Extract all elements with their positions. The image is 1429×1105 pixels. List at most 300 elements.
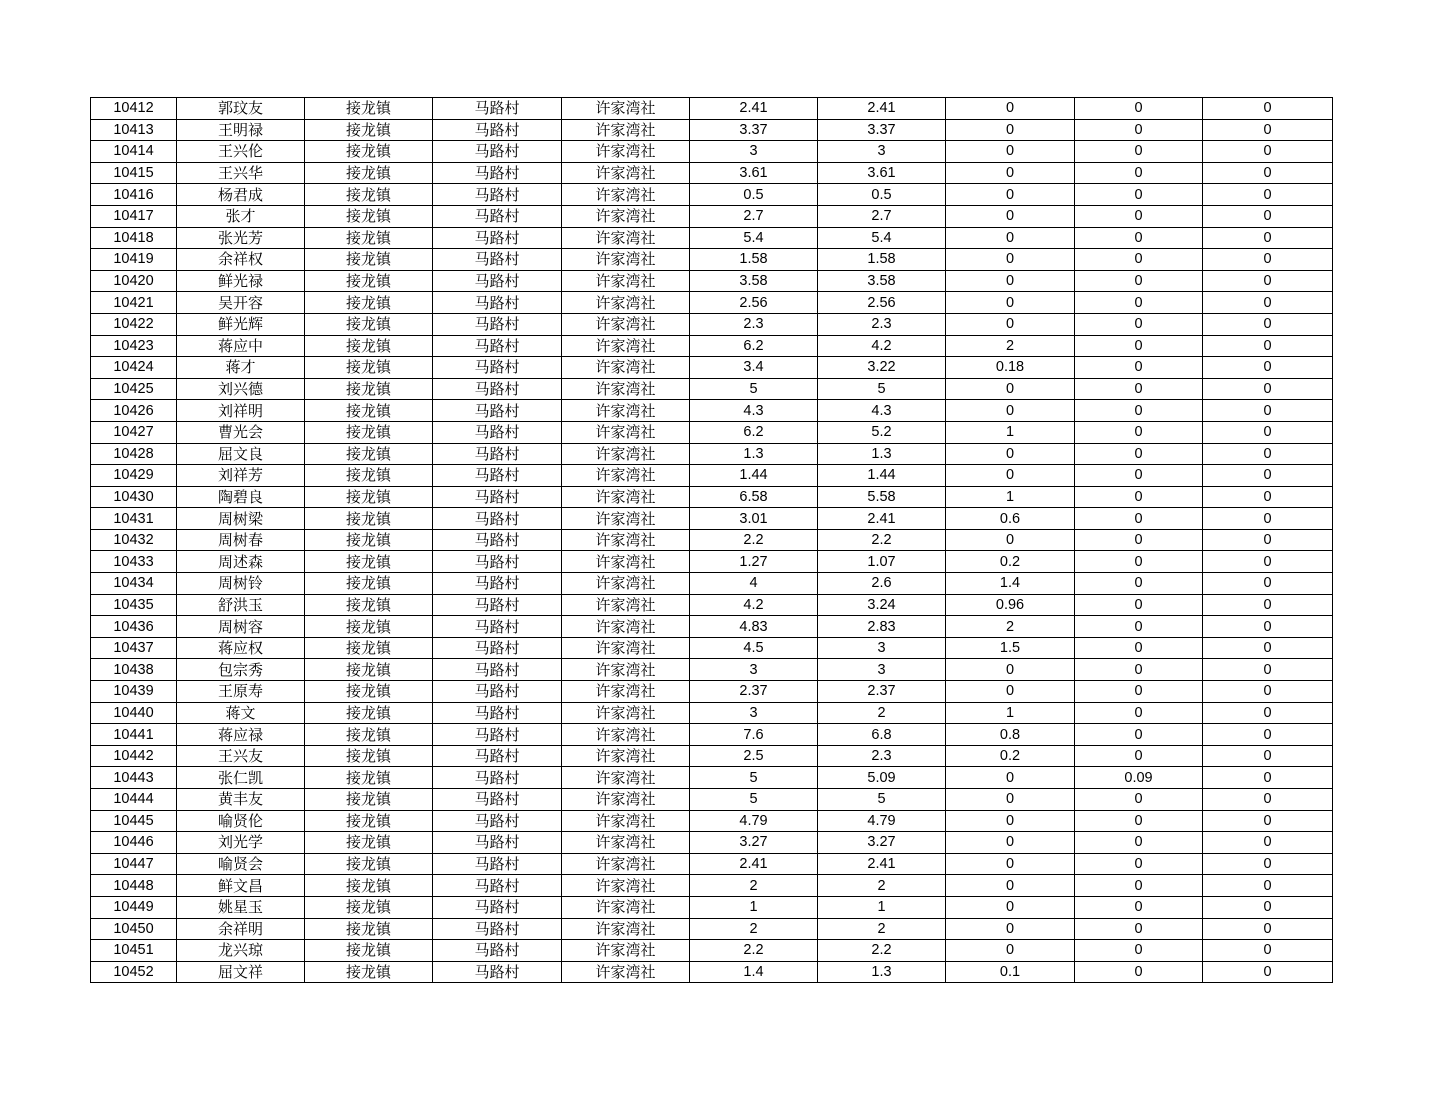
value-d-cell: 0 <box>1203 421 1333 443</box>
table-row <box>91 249 1333 271</box>
value-a-cell: 3.22 <box>818 357 946 379</box>
town-cell: 接龙镇 <box>305 853 433 875</box>
id-cell: 10420 <box>91 270 177 292</box>
town-cell: 接龙镇 <box>305 573 433 595</box>
group-cell: 许家湾社 <box>562 810 690 832</box>
id-cell: 10421 <box>91 292 177 314</box>
name-cell: 姚星玉 <box>177 896 305 918</box>
value-c-cell: 0 <box>1075 378 1203 400</box>
value-b-cell: 0 <box>946 184 1075 206</box>
value-c-cell: 0 <box>1075 551 1203 573</box>
town-cell: 接龙镇 <box>305 249 433 271</box>
id-cell: 10424 <box>91 357 177 379</box>
id-cell: 10446 <box>91 832 177 854</box>
value-a-cell: 5 <box>818 378 946 400</box>
name-cell: 黄丰友 <box>177 789 305 811</box>
table-row <box>91 918 1333 940</box>
value-b-cell: 1.4 <box>946 573 1075 595</box>
group-cell: 许家湾社 <box>562 119 690 141</box>
value-b-cell: 0 <box>946 141 1075 163</box>
table-row <box>91 810 1333 832</box>
value-c-cell: 0 <box>1075 98 1203 120</box>
value-b-cell: 0 <box>946 292 1075 314</box>
table-row <box>91 357 1333 379</box>
table-row <box>91 551 1333 573</box>
value-a-cell: 4.79 <box>818 810 946 832</box>
value-b-cell: 0 <box>946 789 1075 811</box>
value-c-cell: 0 <box>1075 443 1203 465</box>
total-cell: 5 <box>690 789 818 811</box>
value-b-cell: 0.96 <box>946 594 1075 616</box>
name-cell: 舒洪玉 <box>177 594 305 616</box>
village-cell: 马路村 <box>433 810 562 832</box>
value-a-cell: 5.2 <box>818 421 946 443</box>
total-cell: 6.2 <box>690 335 818 357</box>
table-row <box>91 378 1333 400</box>
value-d-cell: 0 <box>1203 918 1333 940</box>
total-cell: 3.58 <box>690 270 818 292</box>
village-cell: 马路村 <box>433 961 562 983</box>
value-d-cell: 0 <box>1203 961 1333 983</box>
town-cell: 接龙镇 <box>305 616 433 638</box>
value-c-cell: 0 <box>1075 853 1203 875</box>
name-cell: 余祥明 <box>177 918 305 940</box>
group-cell: 许家湾社 <box>562 853 690 875</box>
value-c-cell: 0 <box>1075 357 1203 379</box>
value-d-cell: 0 <box>1203 659 1333 681</box>
id-cell: 10441 <box>91 724 177 746</box>
total-cell: 6.2 <box>690 421 818 443</box>
name-cell: 张光芳 <box>177 227 305 249</box>
name-cell: 屈文良 <box>177 443 305 465</box>
town-cell: 接龙镇 <box>305 335 433 357</box>
group-cell: 许家湾社 <box>562 681 690 703</box>
id-cell: 10436 <box>91 616 177 638</box>
value-d-cell: 0 <box>1203 789 1333 811</box>
table-row <box>91 270 1333 292</box>
town-cell: 接龙镇 <box>305 443 433 465</box>
value-c-cell: 0 <box>1075 119 1203 141</box>
value-a-cell: 0.5 <box>818 184 946 206</box>
village-cell: 马路村 <box>433 529 562 551</box>
total-cell: 2.3 <box>690 313 818 335</box>
total-cell: 3 <box>690 141 818 163</box>
town-cell: 接龙镇 <box>305 205 433 227</box>
value-b-cell: 0 <box>946 119 1075 141</box>
total-cell: 1 <box>690 896 818 918</box>
name-cell: 蒋才 <box>177 357 305 379</box>
town-cell: 接龙镇 <box>305 789 433 811</box>
total-cell: 1.58 <box>690 249 818 271</box>
value-c-cell: 0 <box>1075 659 1203 681</box>
value-b-cell: 0 <box>946 205 1075 227</box>
id-cell: 10423 <box>91 335 177 357</box>
group-cell: 许家湾社 <box>562 357 690 379</box>
total-cell: 3 <box>690 659 818 681</box>
group-cell: 许家湾社 <box>562 508 690 530</box>
group-cell: 许家湾社 <box>562 270 690 292</box>
id-cell: 10429 <box>91 465 177 487</box>
table-row <box>91 443 1333 465</box>
village-cell: 马路村 <box>433 896 562 918</box>
village-cell: 马路村 <box>433 832 562 854</box>
value-d-cell: 0 <box>1203 810 1333 832</box>
value-d-cell: 0 <box>1203 508 1333 530</box>
town-cell: 接龙镇 <box>305 357 433 379</box>
value-b-cell: 0 <box>946 270 1075 292</box>
value-d-cell: 0 <box>1203 896 1333 918</box>
village-cell: 马路村 <box>433 789 562 811</box>
value-d-cell: 0 <box>1203 724 1333 746</box>
name-cell: 余祥权 <box>177 249 305 271</box>
value-d-cell: 0 <box>1203 745 1333 767</box>
town-cell: 接龙镇 <box>305 724 433 746</box>
total-cell: 4.79 <box>690 810 818 832</box>
value-c-cell: 0 <box>1075 832 1203 854</box>
id-cell: 10425 <box>91 378 177 400</box>
total-cell: 0.5 <box>690 184 818 206</box>
village-cell: 马路村 <box>433 357 562 379</box>
value-a-cell: 3.61 <box>818 162 946 184</box>
village-cell: 马路村 <box>433 508 562 530</box>
value-b-cell: 0 <box>946 378 1075 400</box>
value-b-cell: 2 <box>946 335 1075 357</box>
value-a-cell: 5.09 <box>818 767 946 789</box>
value-c-cell: 0 <box>1075 940 1203 962</box>
table-row <box>91 594 1333 616</box>
table-row <box>91 465 1333 487</box>
town-cell: 接龙镇 <box>305 508 433 530</box>
table-row <box>91 141 1333 163</box>
value-b-cell: 0.2 <box>946 745 1075 767</box>
village-cell: 马路村 <box>433 551 562 573</box>
name-cell: 刘兴德 <box>177 378 305 400</box>
group-cell: 许家湾社 <box>562 896 690 918</box>
name-cell: 刘光学 <box>177 832 305 854</box>
group-cell: 许家湾社 <box>562 616 690 638</box>
name-cell: 屈文祥 <box>177 961 305 983</box>
table-row <box>91 745 1333 767</box>
group-cell: 许家湾社 <box>562 702 690 724</box>
value-d-cell: 0 <box>1203 249 1333 271</box>
town-cell: 接龙镇 <box>305 918 433 940</box>
name-cell: 蒋应中 <box>177 335 305 357</box>
name-cell: 陶碧良 <box>177 486 305 508</box>
town-cell: 接龙镇 <box>305 702 433 724</box>
value-a-cell: 2.3 <box>818 745 946 767</box>
table-row <box>91 227 1333 249</box>
value-b-cell: 0 <box>946 227 1075 249</box>
id-cell: 10438 <box>91 659 177 681</box>
name-cell: 蒋应禄 <box>177 724 305 746</box>
group-cell: 许家湾社 <box>562 292 690 314</box>
id-cell: 10452 <box>91 961 177 983</box>
id-cell: 10434 <box>91 573 177 595</box>
town-cell: 接龙镇 <box>305 940 433 962</box>
value-a-cell: 2.41 <box>818 853 946 875</box>
group-cell: 许家湾社 <box>562 443 690 465</box>
village-cell: 马路村 <box>433 270 562 292</box>
value-b-cell: 0 <box>946 767 1075 789</box>
value-d-cell: 0 <box>1203 443 1333 465</box>
value-a-cell: 3 <box>818 637 946 659</box>
total-cell: 6.58 <box>690 486 818 508</box>
value-a-cell: 1.3 <box>818 961 946 983</box>
village-cell: 马路村 <box>433 119 562 141</box>
value-c-cell: 0 <box>1075 486 1203 508</box>
table-row <box>91 335 1333 357</box>
table-row <box>91 508 1333 530</box>
value-d-cell: 0 <box>1203 573 1333 595</box>
group-cell: 许家湾社 <box>562 227 690 249</box>
village-cell: 马路村 <box>433 249 562 271</box>
town-cell: 接龙镇 <box>305 292 433 314</box>
group-cell: 许家湾社 <box>562 313 690 335</box>
total-cell: 1.3 <box>690 443 818 465</box>
value-c-cell: 0 <box>1075 508 1203 530</box>
value-b-cell: 0.8 <box>946 724 1075 746</box>
town-cell: 接龙镇 <box>305 486 433 508</box>
value-c-cell: 0 <box>1075 249 1203 271</box>
id-cell: 10426 <box>91 400 177 422</box>
value-a-cell: 3 <box>818 659 946 681</box>
table-row <box>91 702 1333 724</box>
total-cell: 4.2 <box>690 594 818 616</box>
town-cell: 接龙镇 <box>305 961 433 983</box>
total-cell: 1.44 <box>690 465 818 487</box>
id-cell: 10449 <box>91 896 177 918</box>
name-cell: 郭玟友 <box>177 98 305 120</box>
id-cell: 10422 <box>91 313 177 335</box>
name-cell: 曹光会 <box>177 421 305 443</box>
group-cell: 许家湾社 <box>562 378 690 400</box>
value-d-cell: 0 <box>1203 529 1333 551</box>
table-row <box>91 400 1333 422</box>
value-d-cell: 0 <box>1203 637 1333 659</box>
value-d-cell: 0 <box>1203 357 1333 379</box>
village-cell: 马路村 <box>433 486 562 508</box>
table-row <box>91 184 1333 206</box>
town-cell: 接龙镇 <box>305 378 433 400</box>
value-b-cell: 1.5 <box>946 637 1075 659</box>
town-cell: 接龙镇 <box>305 270 433 292</box>
value-c-cell: 0 <box>1075 184 1203 206</box>
name-cell: 喻贤会 <box>177 853 305 875</box>
id-cell: 10450 <box>91 918 177 940</box>
total-cell: 2.5 <box>690 745 818 767</box>
name-cell: 鲜文昌 <box>177 875 305 897</box>
village-cell: 马路村 <box>433 573 562 595</box>
town-cell: 接龙镇 <box>305 421 433 443</box>
name-cell: 周树铃 <box>177 573 305 595</box>
group-cell: 许家湾社 <box>562 400 690 422</box>
group-cell: 许家湾社 <box>562 141 690 163</box>
table-row <box>91 637 1333 659</box>
group-cell: 许家湾社 <box>562 637 690 659</box>
value-c-cell: 0 <box>1075 270 1203 292</box>
value-b-cell: 0 <box>946 810 1075 832</box>
group-cell: 许家湾社 <box>562 249 690 271</box>
value-a-cell: 3 <box>818 141 946 163</box>
group-cell: 许家湾社 <box>562 205 690 227</box>
total-cell: 3.27 <box>690 832 818 854</box>
town-cell: 接龙镇 <box>305 637 433 659</box>
village-cell: 马路村 <box>433 875 562 897</box>
value-d-cell: 0 <box>1203 551 1333 573</box>
table-row <box>91 789 1333 811</box>
id-cell: 10431 <box>91 508 177 530</box>
value-d-cell: 0 <box>1203 141 1333 163</box>
table-row <box>91 162 1333 184</box>
group-cell: 许家湾社 <box>562 184 690 206</box>
id-cell: 10412 <box>91 98 177 120</box>
id-cell: 10437 <box>91 637 177 659</box>
value-b-cell: 0.2 <box>946 551 1075 573</box>
value-b-cell: 0 <box>946 940 1075 962</box>
id-cell: 10439 <box>91 681 177 703</box>
total-cell: 3.01 <box>690 508 818 530</box>
value-d-cell: 0 <box>1203 184 1333 206</box>
value-b-cell: 0 <box>946 529 1075 551</box>
value-b-cell: 0 <box>946 896 1075 918</box>
town-cell: 接龙镇 <box>305 313 433 335</box>
value-b-cell: 1 <box>946 702 1075 724</box>
table-row <box>91 659 1333 681</box>
value-b-cell: 0.18 <box>946 357 1075 379</box>
value-a-cell: 2.41 <box>818 98 946 120</box>
group-cell: 许家湾社 <box>562 162 690 184</box>
village-cell: 马路村 <box>433 465 562 487</box>
town-cell: 接龙镇 <box>305 184 433 206</box>
name-cell: 周述森 <box>177 551 305 573</box>
id-cell: 10447 <box>91 853 177 875</box>
village-cell: 马路村 <box>433 724 562 746</box>
value-d-cell: 0 <box>1203 98 1333 120</box>
id-cell: 10442 <box>91 745 177 767</box>
total-cell: 5.4 <box>690 227 818 249</box>
id-cell: 10448 <box>91 875 177 897</box>
value-c-cell: 0 <box>1075 465 1203 487</box>
value-b-cell: 1 <box>946 421 1075 443</box>
id-cell: 10413 <box>91 119 177 141</box>
id-cell: 10432 <box>91 529 177 551</box>
value-b-cell: 0 <box>946 249 1075 271</box>
id-cell: 10415 <box>91 162 177 184</box>
value-d-cell: 0 <box>1203 681 1333 703</box>
town-cell: 接龙镇 <box>305 594 433 616</box>
value-c-cell: 0.09 <box>1075 767 1203 789</box>
town-cell: 接龙镇 <box>305 529 433 551</box>
id-cell: 10433 <box>91 551 177 573</box>
value-d-cell: 0 <box>1203 378 1333 400</box>
value-b-cell: 0 <box>946 918 1075 940</box>
value-a-cell: 5.58 <box>818 486 946 508</box>
village-cell: 马路村 <box>433 940 562 962</box>
value-c-cell: 0 <box>1075 745 1203 767</box>
value-a-cell: 3.27 <box>818 832 946 854</box>
village-cell: 马路村 <box>433 378 562 400</box>
group-cell: 许家湾社 <box>562 767 690 789</box>
name-cell: 刘祥明 <box>177 400 305 422</box>
name-cell: 喻贤伦 <box>177 810 305 832</box>
town-cell: 接龙镇 <box>305 141 433 163</box>
table-row <box>91 292 1333 314</box>
name-cell: 王明禄 <box>177 119 305 141</box>
group-cell: 许家湾社 <box>562 832 690 854</box>
value-b-cell: 0 <box>946 832 1075 854</box>
town-cell: 接龙镇 <box>305 681 433 703</box>
group-cell: 许家湾社 <box>562 465 690 487</box>
village-cell: 马路村 <box>433 659 562 681</box>
value-a-cell: 1.58 <box>818 249 946 271</box>
village-cell: 马路村 <box>433 184 562 206</box>
value-b-cell: 0 <box>946 400 1075 422</box>
town-cell: 接龙镇 <box>305 659 433 681</box>
total-cell: 3.37 <box>690 119 818 141</box>
table-row <box>91 486 1333 508</box>
value-d-cell: 0 <box>1203 270 1333 292</box>
value-b-cell: 1 <box>946 486 1075 508</box>
table-row <box>91 724 1333 746</box>
town-cell: 接龙镇 <box>305 227 433 249</box>
table-row <box>91 767 1333 789</box>
group-cell: 许家湾社 <box>562 875 690 897</box>
town-cell: 接龙镇 <box>305 875 433 897</box>
id-cell: 10443 <box>91 767 177 789</box>
table-row <box>91 205 1333 227</box>
name-cell: 王原寿 <box>177 681 305 703</box>
value-b-cell: 2 <box>946 616 1075 638</box>
value-c-cell: 0 <box>1075 637 1203 659</box>
table-row <box>91 421 1333 443</box>
value-c-cell: 0 <box>1075 529 1203 551</box>
group-cell: 许家湾社 <box>562 98 690 120</box>
name-cell: 张仁凯 <box>177 767 305 789</box>
total-cell: 1.27 <box>690 551 818 573</box>
group-cell: 许家湾社 <box>562 961 690 983</box>
value-d-cell: 0 <box>1203 292 1333 314</box>
village-cell: 马路村 <box>433 227 562 249</box>
value-b-cell: 0.1 <box>946 961 1075 983</box>
name-cell: 周树梁 <box>177 508 305 530</box>
value-a-cell: 1 <box>818 896 946 918</box>
group-cell: 许家湾社 <box>562 789 690 811</box>
name-cell: 周树春 <box>177 529 305 551</box>
name-cell: 周树容 <box>177 616 305 638</box>
total-cell: 7.6 <box>690 724 818 746</box>
value-c-cell: 0 <box>1075 810 1203 832</box>
value-a-cell: 3.37 <box>818 119 946 141</box>
value-c-cell: 0 <box>1075 896 1203 918</box>
value-a-cell: 5.4 <box>818 227 946 249</box>
id-cell: 10440 <box>91 702 177 724</box>
table-body <box>91 98 1333 983</box>
total-cell: 4.5 <box>690 637 818 659</box>
value-a-cell: 4.3 <box>818 400 946 422</box>
value-b-cell: 0 <box>946 465 1075 487</box>
total-cell: 2 <box>690 875 818 897</box>
table-row <box>91 681 1333 703</box>
value-a-cell: 2.83 <box>818 616 946 638</box>
town-cell: 接龙镇 <box>305 767 433 789</box>
value-b-cell: 0 <box>946 162 1075 184</box>
town-cell: 接龙镇 <box>305 465 433 487</box>
id-cell: 10445 <box>91 810 177 832</box>
total-cell: 3.61 <box>690 162 818 184</box>
total-cell: 3.4 <box>690 357 818 379</box>
table-row <box>91 896 1333 918</box>
value-d-cell: 0 <box>1203 875 1333 897</box>
